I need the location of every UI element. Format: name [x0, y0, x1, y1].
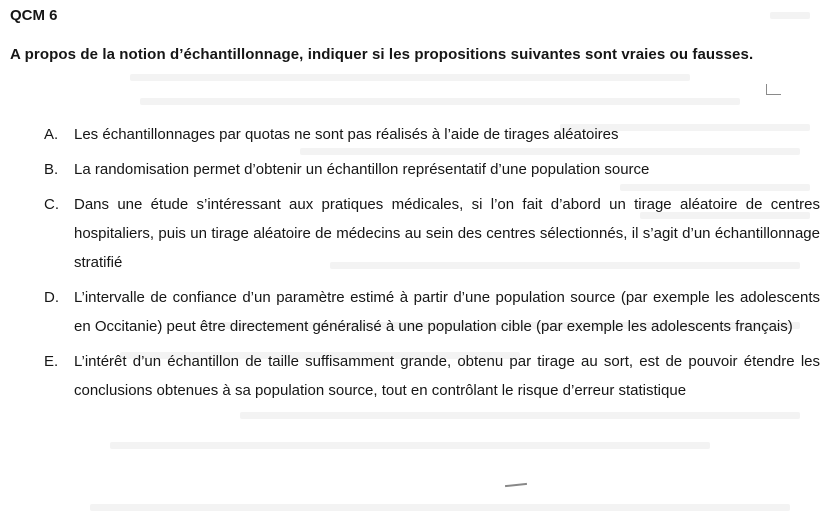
option-letter: B.	[44, 161, 59, 178]
option-text: La randomisation permet d’obtenir un échantillon représentatif d’une population source	[74, 161, 650, 178]
option-letter: D.	[44, 289, 59, 306]
option-a	[44, 120, 820, 149]
option-c	[44, 190, 820, 277]
option-letter: E.	[44, 353, 59, 370]
margin-mark	[766, 84, 781, 95]
option-letter: A.	[44, 126, 59, 143]
question-prompt: A propos de la notion d’échantillonnage, indiquer si les propositions suivantes sont vraies ou fausses.	[10, 46, 754, 63]
option-e	[44, 347, 820, 405]
option-text: L’intérêt d’un échantillon de taille suffisamment grande, obtenu par tirage au sort, est de pouvoir étendre les conclusions obtenues à sa population source, tout en contrôlant le risque d’erreur statistique	[74, 353, 820, 399]
pen-stroke-mark	[505, 483, 527, 487]
answer-options-list	[44, 120, 820, 411]
option-text: Les échantillonnages par quotas ne sont pas réalisés à l’aide de tirages aléatoires	[74, 126, 619, 143]
option-letter: C.	[44, 196, 59, 213]
question-number: QCM 6	[10, 7, 58, 24]
option-d	[44, 283, 820, 341]
option-text: Dans une étude s’intéressant aux pratiques médicales, si l’on fait d’abord un tirage aléatoire de centres hospitaliers, puis un tirage aléatoire de médecins au sein des centres sélectionnés, il s’agit d’un échantillonnage stratifié	[74, 196, 820, 271]
option-b	[44, 155, 820, 184]
option-text: L’intervalle de confiance d’un paramètre estimé à partir d’une population source (par exemple les adolescents en Occitanie) peut être directement généralisé à une population cible (par exemple les adolescents français)	[74, 289, 820, 335]
